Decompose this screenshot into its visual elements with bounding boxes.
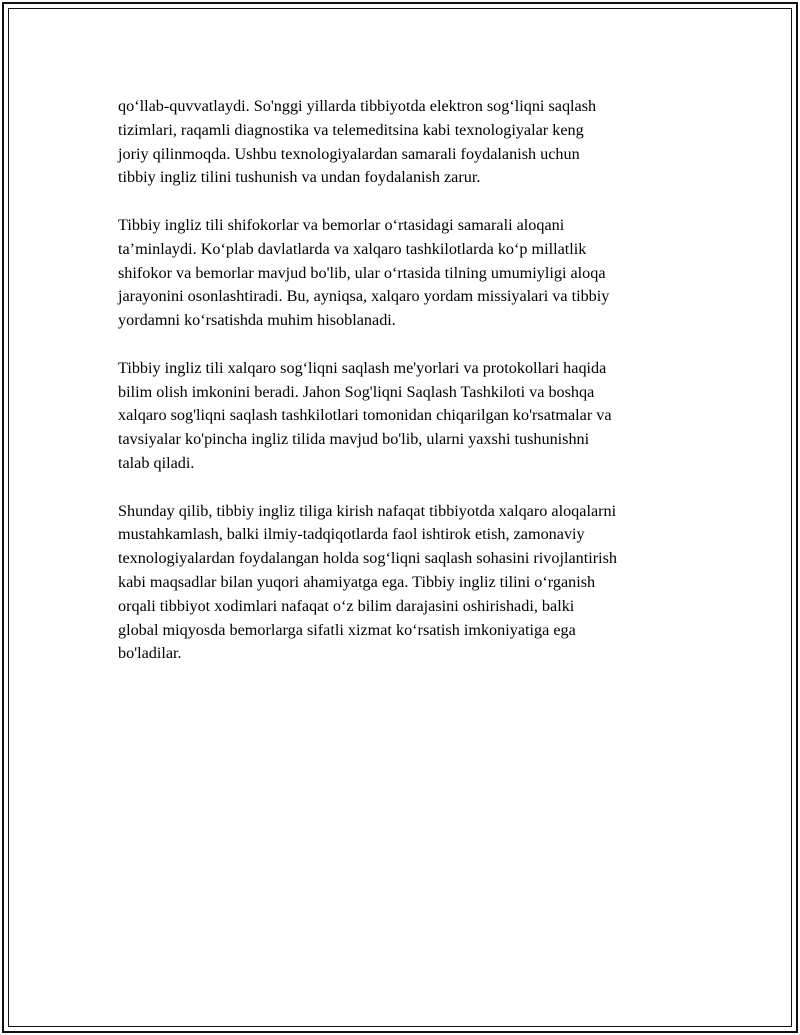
text-line: yordamni ko‘rsatishda muhim hisoblanadi. (118, 311, 396, 330)
text-line: xalqaro sog'liqni saqlash tashkilotlari tomonidan chiqarilgan ko'rsatmalar va (118, 406, 612, 425)
text-line: mustahkamlash, balki ilmiy-tadqiqotlarda faol ishtirok etish, zamonaviy (118, 525, 585, 544)
paragraph-1 (118, 95, 718, 190)
text-line: texnologiyalardan foydalangan holda sog‘liqni saqlash sohasini rivojlantirish (118, 549, 618, 568)
text-line: Tibbiy ingliz tili xalqaro sog‘liqni saqlash me'yorlari va protokollari haqida (118, 358, 607, 377)
text-line: global miqyosda bemorlarga sifatli xizmat ko‘rsatish imkoniyatiga ega (118, 620, 576, 639)
document-body (118, 95, 718, 690)
text-line: tizimlari, raqamli diagnostika va telemeditsina kabi texnologiyalar keng (118, 120, 584, 139)
paragraph-2 (118, 214, 718, 333)
text-line: jarayonini osonlashtiradi. Bu, ayniqsa, xalqaro yordam missiyalari va tibbiy (118, 287, 610, 306)
paragraph-4 (118, 500, 718, 667)
text-line: tibbiy ingliz tilini tushunish va undan foydalanish zarur. (118, 168, 481, 187)
text-line: joriy qilinmoqda. Ushbu texnologiyalardan samarali foydalanish uchun (118, 144, 580, 163)
text-line: shifokor va bemorlar mavjud bo'lib, ular o‘rtasida tilning umumiyligi aloqa (118, 263, 606, 282)
text-line: bo'ladilar. (118, 644, 182, 663)
paragraph-3 (118, 357, 718, 476)
text-line: Shunday qilib, tibbiy ingliz tiliga kirish nafaqat tibbiyotda xalqaro aloqalarni (118, 501, 617, 520)
text-line: Tibbiy ingliz tili shifokorlar va bemorlar o‘rtasidagi samarali aloqani (118, 215, 565, 234)
text-line: talab qiladi. (118, 453, 195, 472)
text-line: ta’minlaydi. Ko‘plab davlatlarda va xalqaro tashkilotlarda ko‘p millatlik (118, 239, 587, 258)
text-line: orqali tibbiyot xodimlari nafaqat o‘z bilim darajasini oshirishadi, balki (118, 596, 575, 615)
text-line: bilim olish imkonini beradi. Jahon Sog'liqni Saqlash Tashkiloti va boshqa (118, 382, 595, 401)
text-line: qo‘llab-quvvatlaydi. So'nggi yillarda tibbiyotda elektron sog‘liqni saqlash (118, 97, 597, 115)
text-line: kabi maqsadlar bilan yuqori ahamiyatga ega. Tibbiy ingliz tilini o‘rganish (118, 572, 596, 591)
text-line: tavsiyalar ko'pincha ingliz tilida mavjud bo'lib, ularni yaxshi tushunishni (118, 430, 590, 449)
